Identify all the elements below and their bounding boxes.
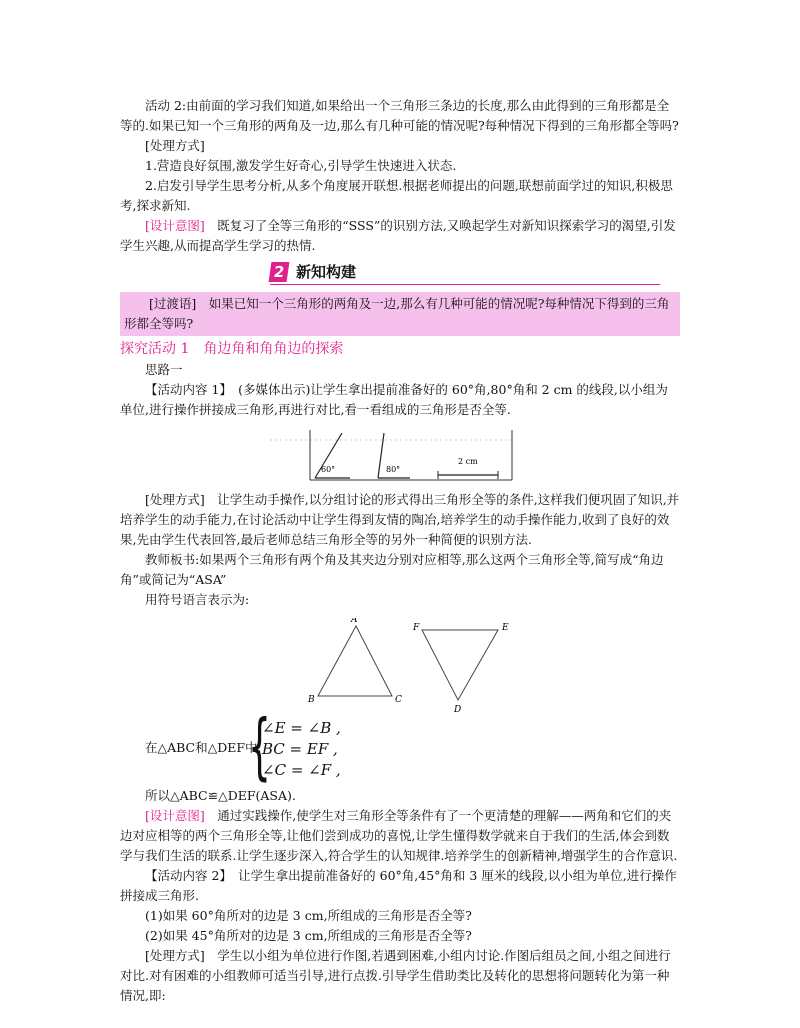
triangles-svg — [120, 618, 680, 714]
equation-3: ∠C = ∠F , — [262, 761, 341, 779]
question-1: (1)如果 60°角所对的边是 3 cm,所组成的三角形是否全等? — [145, 908, 472, 923]
section-number: 2 — [269, 262, 290, 282]
triangle-def — [422, 630, 498, 700]
label-d: D — [454, 705, 462, 714]
design-text: 既复习了全等三角形的“SSS”的识别方法,又唤起学生对新知识探索学习的渴望,引发学生兴趣,从而提高学生学习的热情. — [120, 218, 676, 253]
system-lead: 在△ABC和△DEF中, — [145, 740, 262, 755]
activity-method-2: [处理方式] 学生以小组为单位进行作图,若遇到困难,小组内讨论.作图后组员之间,小组之间进行对比.对有困难的小组教师可适当引导,进行点拨.引导学生借助类比及转化的思想将问题转化为第一种情况,即: — [120, 948, 671, 1003]
equation-system — [120, 704, 680, 788]
question-2: (2)如果 45°角所对的边是 3 cm,所组成的三角形是否全等? — [145, 928, 472, 943]
activity-content-1: 【活动内容 1】 (多媒体出示)让学生拿出提前准备好的 60°角,80°角和 2 cm 的线段,以小组为单位,进行操作拼接成三角形,再进行对比,看一看组成的三角形是否全等. — [120, 382, 668, 417]
explore-title: 探究活动 1 角边角和角角边的探索 — [120, 341, 344, 357]
section-rule — [270, 284, 660, 285]
design-label-2: [设计意图] — [145, 808, 205, 823]
triangle-abc — [318, 626, 392, 696]
activity-content-2: 【活动内容 2】 让学生拿出提前准备好的 60°角,45°角和 3 厘米的线段,以小组为单位,进行操作拼接成三角形. — [120, 868, 677, 903]
activity2-paragraph: 活动 2:由前面的学习我们知道,如果给出一个三角形三条边的长度,那么由此得到的三角形都是全等的.如果已知一个三角形的两角及一边,那么有几种可能的情况呢?每种情况下得到的三角形都全等吗? — [120, 98, 679, 133]
idea-label: 思路一 — [145, 362, 183, 377]
left-brace: { — [248, 704, 271, 788]
section-title: 新知构建 — [296, 263, 357, 281]
triangles-figure — [120, 618, 680, 714]
segment-label: 2 cm — [458, 457, 478, 466]
label-e: E — [502, 623, 509, 633]
label-a: A — [351, 618, 358, 625]
label-f: F — [413, 623, 420, 633]
label-b: B — [308, 695, 315, 705]
document-page — [120, 96, 680, 1006]
design-paragraph-2 — [120, 806, 680, 866]
method-item-1: 1.营造良好氛围,激发学生好奇心,引导学生快速进入状态. — [145, 158, 457, 173]
method-item-2: 2.启发引导学生思考分析,从多个角度展开联想.根据老师提出的问题,联想前面学过的知识,积极思考,探求新知. — [120, 178, 673, 213]
angle-segment-svg — [120, 428, 680, 484]
activity-method: [处理方式] 让学生动手操作,以分组讨论的形式得出三角形全等的条件,这样我们便巩固了知识,并培养学生的动手能力,在讨论活动中让学生得到友情的陶冶,培养学生的动手操作能力,收到了良好的效果,先由学生代表回答,最后老师总结三角形全等的另外一种简便的识别方法. — [120, 492, 680, 547]
angle80-label: 80° — [386, 465, 401, 474]
method-label: [处理方式] — [145, 138, 205, 153]
conclusion: 所以△ABC≌△DEF(ASA). — [145, 788, 296, 803]
design-text-2: 通过实践操作,使学生对三角形全等条件有了一个更清楚的理解——两角和它们的夹边对应相等的两个三角形全等,让他们尝到成功的喜悦,让学生懂得数学就来自于我们的生活,体会到数学与我们生活的联系.让学生逐步深入,符合学生的认知规律.培养学生的创新精神,增强学生的合作意识. — [120, 808, 678, 863]
teacher-board: 教师板书:如果两个三角形有两个角及其夹边分别对应相等,那么这两个三角形全等,简写成“角边角”或简记为“ASA” — [120, 552, 664, 587]
equation-2: BC = EF , — [262, 740, 338, 758]
equation-1: ∠E = ∠B , — [262, 719, 341, 737]
symbol-intro: 用符号语言表示为: — [145, 592, 250, 607]
section-header — [120, 260, 680, 286]
design-paragraph — [120, 216, 680, 256]
angle60-label: 60° — [321, 465, 336, 474]
transition-box: [过渡语] 如果已知一个三角形的两角及一边,那么有几种可能的情况呢?每种情况下得到的三角形都全等吗? — [120, 292, 680, 336]
label-c: C — [395, 695, 402, 705]
angle-segment-figure — [120, 428, 680, 484]
design-label: [设计意图] — [145, 218, 205, 233]
